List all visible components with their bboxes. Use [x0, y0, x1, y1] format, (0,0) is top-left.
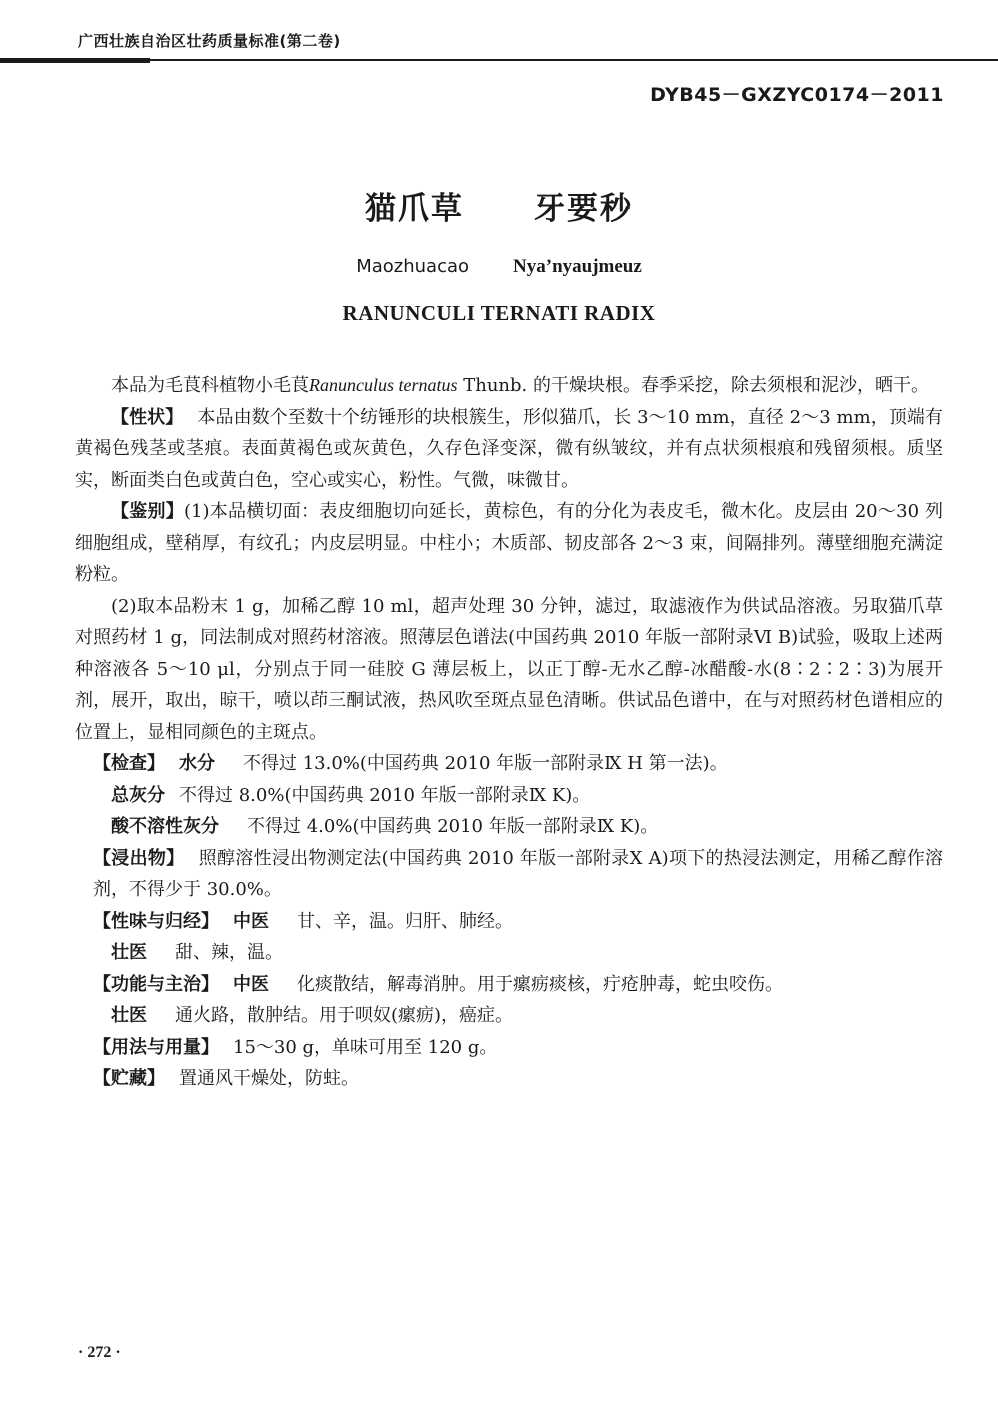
section-label-zhucang: 【贮藏】	[93, 1068, 165, 1089]
title-zhuang-name: 牙要秒	[534, 191, 633, 227]
section-text-yongfa: 15～30 g，单味可用至 120 g。	[233, 1036, 498, 1058]
gongneng-tcm-label: 中医	[233, 973, 269, 995]
section-text-zhucang: 置通风干燥处，防蛀。	[179, 1068, 359, 1089]
section-label-xingwei: 【性味与归经】	[93, 910, 219, 932]
running-title: 广西壮族自治区壮药质量标准(第二卷)	[78, 32, 341, 50]
jiancha-item-text: 不得过 8.0%(中国药典 2010 年版一部附录Ⅸ K)。	[179, 784, 591, 806]
xingwei-zhuang	[75, 937, 943, 969]
title-pinyin: Maozhuacao	[356, 256, 470, 277]
section-jianbie-2	[75, 591, 943, 749]
xingwei-zhuang-text: 甜、辣，温。	[175, 942, 283, 963]
intro-text-2: Thunb. 的干燥块根。春季采挖，除去须根和泥沙，晒干。	[457, 375, 929, 396]
gongneng-zhuang-label: 壮医	[111, 1005, 147, 1026]
gongneng-zhuang	[75, 1000, 943, 1032]
section-label-xingzhuang: 【性状】	[111, 406, 184, 428]
jiancha-item-name: 水分	[179, 753, 215, 774]
section-label-yongfa: 【用法与用量】	[93, 1036, 219, 1058]
title-romanized	[0, 256, 998, 278]
jiancha-item-text: 不得过 13.0%(中国药典 2010 年版一部附录Ⅸ H 第一法)。	[243, 753, 728, 774]
section-text-xingzhuang: 本品由数个至数十个纺锤形的块根簇生，形似猫爪，长 3～10 mm，直径 2～3 mm，顶端有黄褐色残茎或茎痕。表面黄褐色或灰黄色，久存色泽变深，微有纵皱纹，并有点状须根痕和残留须根。质坚实，断面类白色或黄白色，空心或实心，粉性。气微，味微甘。	[75, 406, 944, 491]
jiancha-item-acid-ash	[75, 811, 943, 843]
gongneng-zhuang-text: 通火路，散肿结。用于呗奴(瘰疬)，癌症。	[175, 1005, 514, 1026]
monograph-body	[75, 370, 943, 1095]
jiancha-item-ash	[75, 780, 943, 812]
section-yongfa	[75, 1032, 943, 1064]
section-label-gongneng: 【功能与主治】	[93, 973, 219, 995]
section-text-jinchuwu: 照醇溶性浸出物测定法(中国药典 2010 年版一部附录Ⅹ A)项下的热浸法测定，用稀乙醇作溶剂，不得少于 30.0%。	[93, 847, 943, 900]
header-rule	[0, 58, 998, 66]
title-chinese-name: 猫爪草	[365, 191, 464, 227]
section-xingwei	[75, 906, 943, 938]
intro-text-1: 本品为毛茛科植物小毛茛	[111, 375, 309, 396]
jiancha-item-name: 总灰分	[111, 784, 165, 806]
section-text-jianbie-2: (2)取本品粉末 1 g，加稀乙醇 10 ml，超声处理 30 分钟，滤过，取滤液作为供试品溶液。另取猫爪草对照药材 1 g，同法制成对照药材溶液。照薄层色谱法(中国药典 2010 年版一部附录Ⅵ B)试验，吸取上述两种溶液各 5～10 μl，分别点于同一硅胶 G 薄层板上，以正丁醇-无水乙醇-冰醋酸-水(8∶2∶2∶3)为展开剂，展开，取出，晾干，喷以茚三酮试液，热风吹至斑点显色清晰。供试品色谱中，在与对照药材色谱相应的位置上，显相同颜色的主斑点。	[75, 595, 943, 743]
section-xingzhuang	[75, 402, 943, 497]
xingwei-zhuang-label: 壮医	[111, 942, 147, 963]
title-latin: RANUNCULI TERNATI RADIX	[342, 301, 656, 325]
intro-paragraph	[75, 370, 943, 402]
xingwei-tcm-label: 中医	[233, 910, 269, 932]
section-gongneng	[75, 969, 943, 1001]
section-jiancha	[75, 748, 943, 780]
section-text-jianbie-1: (1)本品横切面：表皮细胞切向延长，黄棕色，有的分化为表皮毛，微木化。皮层由 20～30 列细胞组成，壁稍厚，有纹孔；内皮层明显。中柱小；木质部、韧皮部各 2～3 束，间隔排列。薄壁细胞充满淀粉粒。	[75, 501, 944, 585]
title-zhuang-roman: Nya’nyaujmeuz	[513, 256, 642, 277]
section-zhucang	[75, 1063, 943, 1095]
standard-code: DYB45－GXZYC0174－2011	[650, 84, 944, 106]
jiancha-item-text: 不得过 4.0%(中国药典 2010 年版一部附录Ⅸ K)。	[247, 816, 659, 837]
section-label-jianbie: 【鉴别】	[111, 501, 185, 522]
section-label-jinchuwu: 【浸出物】	[93, 847, 185, 869]
section-jianbie-1	[75, 496, 943, 591]
intro-latin-name: Ranunculus ternatus	[309, 375, 458, 395]
jiancha-item-name: 酸不溶性灰分	[111, 816, 219, 837]
header-rule-thick	[0, 58, 150, 63]
section-jinchuwu	[75, 843, 943, 906]
xingwei-tcm-text: 甘、辛，温。归肝、肺经。	[297, 910, 513, 932]
page-number: · 272 ·	[78, 1344, 121, 1361]
title-chinese	[0, 183, 998, 228]
section-label-jiancha: 【检查】	[93, 753, 165, 774]
gongneng-tcm-text: 化痰散结，解毒消肿。用于瘰疬痰核，疔疮肿毒，蛇虫咬伤。	[297, 973, 783, 995]
